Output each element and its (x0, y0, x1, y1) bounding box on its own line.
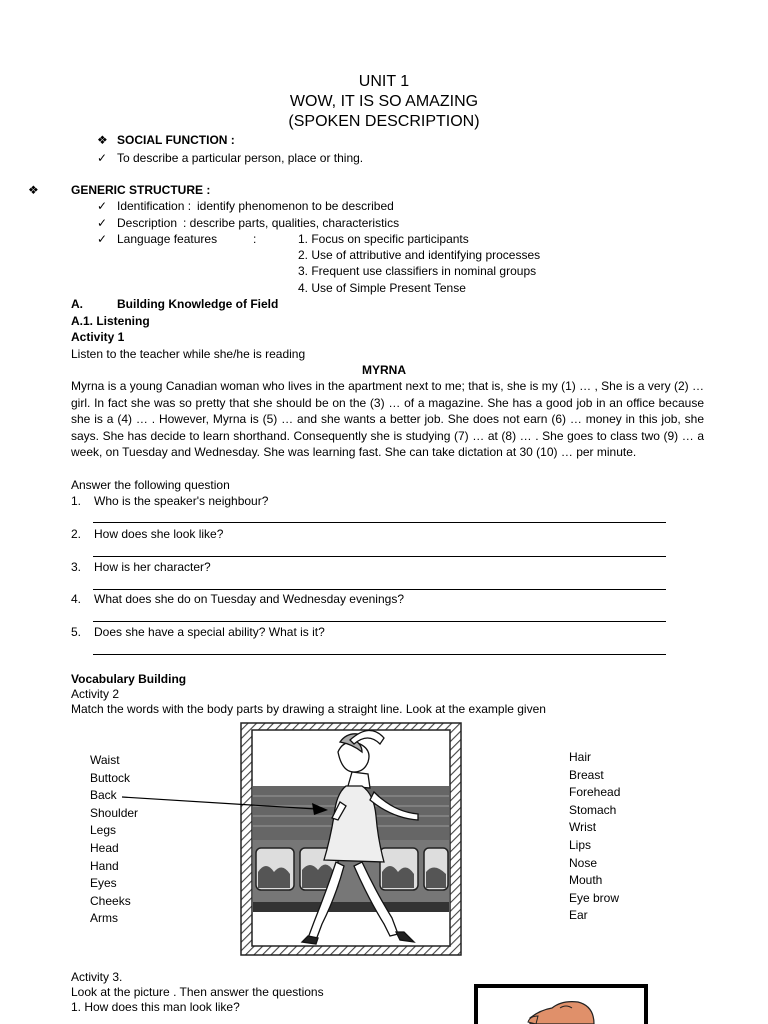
question-number: 4. (71, 592, 82, 606)
word-item[interactable]: Ear (569, 908, 588, 923)
question-number: 3. (71, 560, 82, 574)
diamond-bullet-icon: ❖ (28, 183, 39, 197)
checkmark-icon: ✓ (97, 199, 108, 213)
word-item[interactable]: Mouth (569, 873, 603, 888)
page-title: WOW, IT IS SO AMAZING (289, 93, 479, 110)
language-feature: 1. Focus on specific participants (298, 232, 469, 246)
word-item[interactable]: Legs (90, 823, 117, 838)
answer-line[interactable] (93, 522, 666, 523)
answer-line[interactable] (93, 621, 666, 622)
activity-1-instruction: Listen to the teacher while she/he is reading (71, 347, 306, 361)
activity-2-instruction: Match the words with the body parts by drawing a straight line. Look at the example given (71, 702, 546, 716)
structure-label: Description (117, 216, 178, 230)
question-text: What does she do on Tuesday and Wednesday evenings? (94, 592, 404, 606)
man-illustration (474, 984, 648, 1024)
question-intro: Answer the following question (71, 478, 230, 492)
woman-illustration (240, 722, 462, 956)
structure-label: Language features (117, 232, 218, 246)
word-item[interactable]: Nose (569, 855, 598, 870)
diamond-bullet-icon: ❖ (97, 133, 108, 147)
section-heading: Building Knowledge of Field (117, 297, 279, 311)
activity-1-label: Activity 1 (71, 330, 125, 344)
checkmark-icon: ✓ (97, 216, 108, 230)
word-item[interactable]: Arms (90, 911, 118, 926)
word-item[interactable]: Wrist (569, 820, 597, 835)
page-subtitle: (SPOKEN DESCRIPTION) (288, 113, 480, 130)
word-item[interactable]: Hand (90, 858, 119, 873)
word-item[interactable]: Forehead (569, 785, 621, 800)
story-paragraph: Myrna is a young Canadian woman who lives in the apartment next to me; that is, she is my (1) … , She is a very (2) … girl. In fact she was so pretty that she should be on the (3) … of a magazine. She has a good job in an office because she is a (4) … . However, Myrna is (5) … and she wants a better job. She does not earn (6) … money in this job, she says. She has decide to learn shorthand. Consequently she is studying (7) … at (8) … . She goes to class two (9) … a week, on Tuesday and Wednesday. She was learning fast. She can take dictation at 30 (10) … per minute. (71, 379, 704, 459)
activity-3-instruction: Look at the picture . Then answer the questions (71, 985, 324, 999)
checkmark-icon: ✓ (97, 151, 108, 165)
generic-structure-heading: GENERIC STRUCTURE : (71, 183, 211, 197)
word-item[interactable]: Shoulder (90, 805, 139, 820)
language-feature: 2. Use of attributive and identifying processes (298, 248, 541, 262)
word-item[interactable]: Stomach (569, 802, 617, 817)
word-item[interactable]: Eyes (90, 876, 117, 891)
checkmark-icon: ✓ (97, 232, 108, 246)
example-arrow (120, 790, 330, 820)
question-text: Who is the speaker's neighbour? (94, 494, 269, 508)
social-function-item: To describe a particular person, place or thing. (117, 151, 364, 165)
subsection-heading: A.1. Listening (71, 314, 150, 328)
answer-line[interactable] (93, 654, 666, 655)
question-text: Does she have a special ability? What is it? (94, 625, 325, 639)
word-item[interactable]: Waist (90, 753, 120, 767)
answer-line[interactable] (93, 556, 666, 557)
question-number: 2. (71, 527, 82, 541)
word-item[interactable]: Breast (569, 767, 604, 782)
vocabulary-heading: Vocabulary Building (71, 672, 187, 686)
word-item[interactable]: Back (90, 788, 117, 803)
word-item[interactable]: Lips (569, 837, 592, 852)
right-word-list (569, 749, 620, 925)
language-feature: 4. Use of Simple Present Tense (298, 281, 466, 295)
question-number: 5. (71, 625, 82, 639)
word-item[interactable]: Cheeks (90, 893, 131, 908)
left-word-list (90, 752, 138, 928)
social-function-heading: SOCIAL FUNCTION : (117, 133, 235, 147)
unit-label: UNIT 1 (358, 73, 410, 90)
word-item[interactable]: Head (90, 840, 119, 855)
activity-3-label: Activity 3. (71, 970, 123, 984)
structure-label: Identification : (117, 199, 192, 213)
structure-text: : (253, 232, 257, 246)
structure-text: : describe parts, qualities, characteristics (183, 216, 400, 230)
question-text: How does she look like? (94, 527, 224, 541)
activity-3-question: 1. How does this man look like? (71, 1000, 240, 1014)
word-item[interactable]: Eye brow (569, 890, 620, 905)
answer-line[interactable] (93, 589, 666, 590)
story-title: MYRNA (362, 363, 406, 377)
structure-text: identify phenomenon to be described (197, 199, 394, 213)
word-item[interactable]: Buttock (90, 770, 131, 785)
language-feature: 3. Frequent use classifiers in nominal groups (298, 264, 537, 278)
question-text: How is her character? (94, 560, 211, 574)
activity-2-label: Activity 2 (71, 687, 120, 701)
question-number: 1. (71, 494, 82, 508)
section-letter: A. (71, 297, 83, 311)
word-item[interactable]: Hair (569, 750, 592, 764)
